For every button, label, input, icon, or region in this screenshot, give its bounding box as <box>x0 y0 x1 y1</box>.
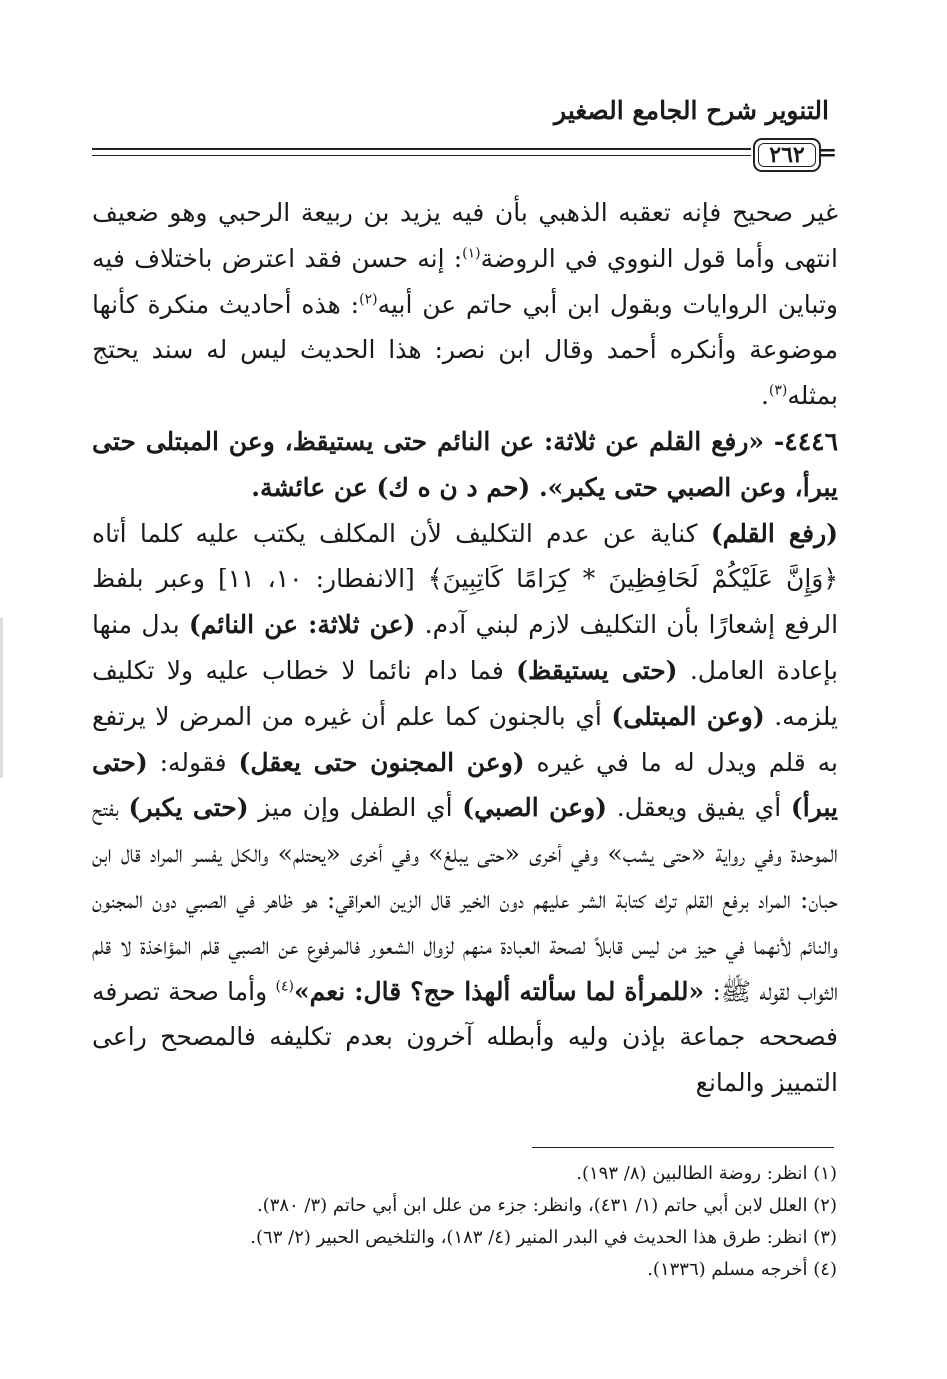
commentary-bold-3: (عن ثلاثة: عن النائم) <box>188 610 416 640</box>
intro-text-4: . <box>760 381 769 411</box>
commentary-bold-5: (حتى يستيقظ) <box>516 655 678 685</box>
intro-text-2: : إنه حسن فقد اعترض باختلاف فيه وتباين الروايات وبقول ابن أبي حاتم عن أبيه <box>92 243 838 319</box>
commentary-bold-17: «للمرأة لما سألته ألهذا حج؟ قال: نعم» <box>293 976 705 1006</box>
scan-edge-mark <box>0 618 3 778</box>
intro-paragraph <box>92 190 838 419</box>
header-rule-line-bottom <box>92 155 751 156</box>
commentary-text-14: أي الطفل وإن ميز <box>248 793 463 823</box>
footnote-3: (٣) انظر: طرق هذا الحديث في البدر المنير (٤/ ١٨٣)، والتلخيص الحبير (٢/ ٦٣). <box>250 1227 837 1248</box>
commentary-text-16: بفتح الموحدة وفي رواية «حتى يشب» وفي أخرى «حتى يبلغ» وفي أخرى «يحتلم» والكل يفسر المراد قال ابن حبان: المراد برفع القلم ترك كتابة الشر عليهم دون الخير قال الزين العراقي: هو ظاهر في الصبي دون المجنون والنائم لأنهما في حيز من ليس قابلاً لصحة العبادة منهم لزوال الشعور فالمرفوع عن الصبي قلم المؤاخذة لا قلم الثواب لقوله ﷺ: <box>92 793 839 1006</box>
footnote-ref-3: (٣) <box>768 382 788 399</box>
commentary-bold-15: (حتى يكبر) <box>128 793 249 823</box>
footnote-4: (٤) أخرجه مسلم (١٣٣٦). <box>647 1259 837 1280</box>
hadith-paragraph: ٤٤٤٦- «رفع القلم عن ثلاثة: عن النائم حتى يستيقظ، وعن المبتلى حتى يبرأ، وعن الصبي حتى يكبر». (حم د ن ه ك) عن عائشة. <box>92 426 838 502</box>
footnote-ref-4: (٤) <box>275 978 294 995</box>
footnotes <box>92 1158 837 1286</box>
page-number-box <box>753 138 821 172</box>
commentary-text-4: بدل منها بإعادة العامل. <box>92 610 839 685</box>
commentary-text-6: فما دام نائما لا خطاب عليه ولا تكليف يلزمه. <box>92 655 839 731</box>
commentary-bold-9: (وعن المجنون حتى يعقل) <box>238 747 525 777</box>
footnote-separator <box>532 1147 834 1148</box>
commentary-paragraph <box>92 511 838 1106</box>
header-rule <box>92 134 837 174</box>
footnote-ref-1: (١) <box>462 245 481 262</box>
commentary-text-18: وأما صحة تصرفه فصححه جماعة بإذن وليه وأبطله آخرون بعدم تكليفه فالمصحح راعى التمييز والمانع <box>92 976 838 1098</box>
intro-text-1: غير صحيح فإنه تعقبه الذهبي بأن فيه يزيد بن ربيعة الرحبي وهو ضعيف انتهى وأما قول النووي في الروضة <box>92 198 838 273</box>
page-number: ٢٦٢ <box>769 142 805 168</box>
commentary-text-10: فقوله: <box>147 747 239 777</box>
footnote-2: (٢) العلل لابن أبي حاتم (١/ ٤٣١)، وانظر: جزء من علل ابن أبي حاتم (٣/ ٣٨٠). <box>256 1195 837 1216</box>
header-rule-line-top <box>92 148 751 150</box>
running-title: التنوير شرح الجامع الصغير <box>554 96 829 125</box>
commentary-bold-1: (رفع القلم) <box>710 518 838 548</box>
commentary-bold-11: (حتى يبرأ) <box>92 747 838 823</box>
rule-mark: = <box>818 140 837 166</box>
intro-text-3: : هذه أحاديث منكرة كأنها موضوعة وأنكره أحمد وقال ابن نصر: هذا الحديث ليس له سند يحتج بمثله <box>92 289 838 411</box>
commentary-bold-7: (وعن المبتلى) <box>611 701 765 731</box>
footnote-ref-2: (٢) <box>359 291 378 308</box>
footnote-1: (١) انظر: روضة الطالبين (٨/ ١٩٣). <box>576 1163 837 1184</box>
commentary-text-12: أي يفيق ويعقل. <box>607 793 791 823</box>
commentary-bold-13: (وعن الصبي) <box>462 793 607 823</box>
commentary-text-8: أي بالجنون كما علم أن غيره من المرض لا يرتفع به قلم ويدل له ما في غيره <box>92 701 838 777</box>
main-text <box>92 190 838 1106</box>
commentary-text-2: كناية عن عدم التكليف لأن المكلف يكتب عليه كلما أتاه ﴿وَإِنَّ عَلَيْكُمْ لَحَافِظِينَ * كِرَامًا كَاتِبِينَ﴾ [الانفطار: ١٠، ١١] وعبر بلفظ الرفع إشعارًا بأن التكليف لازم لبني آدم. <box>92 518 839 640</box>
